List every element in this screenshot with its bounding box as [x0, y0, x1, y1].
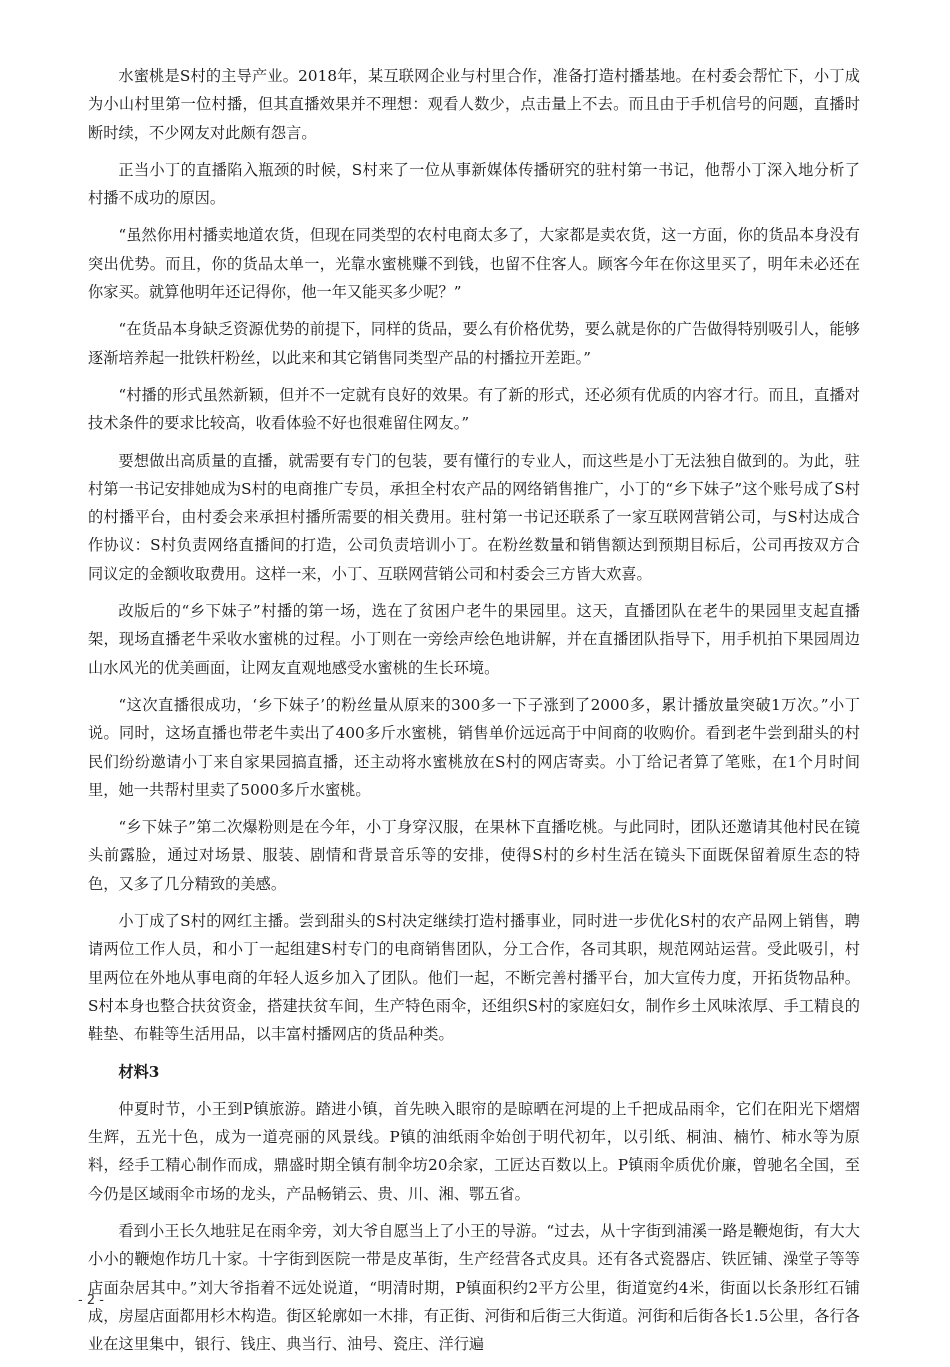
paragraph: 正当小丁的直播陷入瓶颈的时候，S村来了一位从事新媒体传播研究的驻村第一书记，他帮小丁深入地分析了村播不成功的原因。 — [88, 160, 860, 208]
paragraph: “村播的形式虽然新颖，但并不一定就有良好的效果。有了新的形式，还必须有优质的内容才行。而且，直播对技术条件的要求比较高，收看体验不好也很难留住网友。” — [88, 385, 860, 433]
paragraph: 要想做出高质量的直播，就需要有专门的包装，要有懂行的专业人，而这些是小丁无法独自做到的。为此，驻村第一书记安排她成为S村的电商推广专员，承担全村农产品的网络销售推广，小丁的“乡下妹子”这个账号成了S村的村播平台，由村委会来承担村播所需要的相关费用。驻村第一书记还联系了一家互联网营销公司，与S村达成合作协议：S村负责网络直播间的打造，公司负责培训小丁。在粉丝数量和销售额达到预期目标后，公司再按双方合同议定的金额收取费用。这样一来，小丁、互联网营销公司和村委会三方皆大欢喜。 — [88, 451, 860, 583]
paragraph: “乡下妹子”第二次爆粉则是在今年，小丁身穿汉服，在果林下直播吃桃。与此同时，团队还邀请其他村民在镜头前露脸，通过对场景、服装、剧情和背景音乐等的安排，使得S村的乡村生活在镜头下面既保留着原生态的特色，又多了几分精致的美感。 — [88, 818, 860, 893]
document-page — [88, 62, 860, 1367]
paragraph: 仲夏时节，小王到P镇旅游。踏进小镇，首先映入眼帘的是晾晒在河堤的上千把成品雨伞，它们在阳光下熠熠生辉，五光十色，成为一道亮丽的风景线。P镇的油纸雨伞始创于明代初年，以引纸、桐油、楠竹、柿水等为原料，经手工精心制作而成，鼎盛时期全镇有制伞坊20余家，工匠达百数以上。P镇雨伞质优价廉，曾驰名全国，至今仍是区域雨伞市场的龙头，产品畅销云、贵、川、湘、鄂五省。 — [88, 1099, 860, 1203]
paragraph: 水蜜桃是S村的主导产业。2018年，某互联网企业与村里合作，准备打造村播基地。在村委会帮忙下，小丁成为小山村里第一位村播，但其直播效果并不理想：观看人数少，点击量上不去。而且由于手机信号的问题，直播时断时续，不少网友对此颇有怨言。 — [88, 67, 860, 142]
paragraph: 改版后的“乡下妹子”村播的第一场，选在了贫困户老牛的果园里。这天，直播团队在老牛的果园里支起直播架，现场直播老牛采收水蜜桃的过程。小丁则在一旁绘声绘色地讲解，并在直播团队指导下，用手机拍下果园周边山水风光的优美画面，让网友直观地感受水蜜桃的生长环境。 — [88, 602, 860, 677]
section-heading: 材料3 — [118, 1062, 160, 1081]
paragraph: 看到小王长久地驻足在雨伞旁，刘大爷自愿当上了小王的导游。“过去，从十字街到浦溪一路是鞭炮街，有大大小小的鞭炮作坊几十家。十字街到医院一带是皮革街，生产经营各式皮具。还有各式瓷器店、铁匠铺、澡堂子等等店面杂居其中。”刘大爷指着不远处说道，“明清时期，P镇面积约2平方公里，街道宽约4米，街面以长条形红石铺成，房屋店面都用杉木构造。街区轮廓如一木排，有正街、河街和后街三大街道。河街和后街各长1.5公里，各行各业在这里集中，银行、钱庄、典当行、油号、瓷庄、洋行遍 — [88, 1221, 860, 1354]
paragraph: “这次直播很成功，‘乡下妹子’的粉丝量从原来的300多一下子涨到了2000多，累计播放量突破1万次。”小丁说。同时，这场直播也带老牛卖出了400多斤水蜜桃，销售单价远远高于中间商的收购价。看到老牛尝到甜头的村民们纷纷邀请小丁来自家果园搞直播，还主动将水蜜桃放在S村的网店寄卖。小丁给记者算了笔账，在1个月时间里，她一共帮村里卖了5000多斤水蜜桃。 — [88, 695, 860, 799]
paragraph: “在货品本身缺乏资源优势的前提下，同样的货品，要么有价格优势，要么就是你的广告做得特别吸引人，能够逐渐培养起一批铁杆粉丝，以此来和其它销售同类型产品的村播拉开差距。” — [88, 320, 860, 367]
paragraph: “虽然你用村播卖地道农货，但现在同类型的农村电商太多了，大家都是卖农货，这一方面，你的货品本身没有突出优势。而且，你的货品太单一，光靠水蜜桃赚不到钱，也留不住客人。顾客今年在你这里买了，明年未必还在你家买。就算他明年还记得你，他一年又能买多少呢？” — [88, 226, 860, 302]
page-number: - 2 - — [78, 1293, 104, 1308]
paragraph: 小丁成了S村的网红主播。尝到甜头的S村决定继续打造村播事业，同时进一步优化S村的农产品网上销售，聘请两位工作人员，和小丁一起组建S村专门的电商销售团队，分工合作，各司其职，规范网站运营。受此吸引，村里两位在外地从事电商的年轻人返乡加入了团队。他们一起，不断完善村播平台，加大宣传力度，开拓货物品种。S村本身也整合扶贫资金，搭建扶贫车间，生产特色雨伞，还组织S村的家庭妇女，制作乡土风味浓厚、手工精良的鞋垫、布鞋等生活用品，以丰富村播网店的货品种类。 — [88, 912, 860, 1044]
